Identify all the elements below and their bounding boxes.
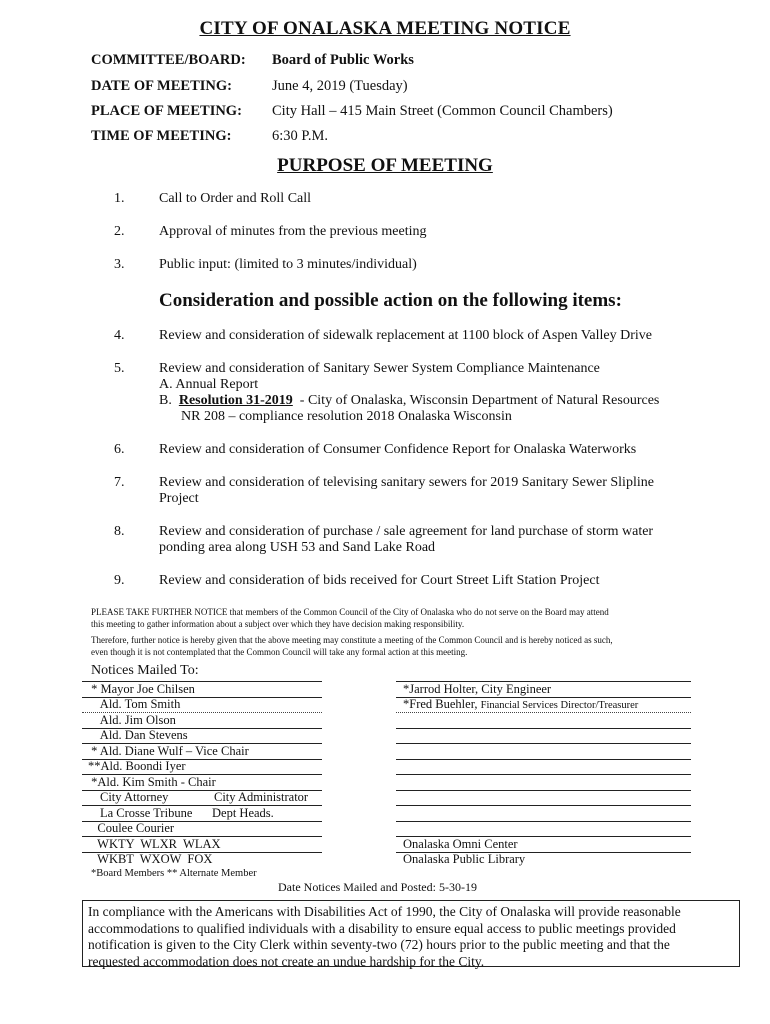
- mail-recipient: **Ald. Boondi Iyer: [88, 759, 186, 773]
- mail-recipient: City Attorney: [100, 790, 169, 804]
- agenda-item: Public input: (limited to 3 minutes/individual): [159, 257, 417, 272]
- agenda-item: Review and consideration of bids received for Court Street Lift Station Project: [159, 573, 600, 588]
- recipient-name: Onalaska Public Library: [403, 852, 526, 866]
- agenda-subitem-b: [159, 393, 659, 409]
- item-number: 1.: [114, 191, 125, 206]
- place-label: PLACE OF MEETING:: [91, 103, 242, 119]
- mail-recipient: Coulee Courier: [88, 821, 175, 835]
- agenda-item: Review and consideration of Consumer Confidence Report for Onalaska Waterworks: [159, 442, 637, 457]
- agenda-item: Review and consideration of sidewalk replacement at 1100 block of Aspen Valley Drive: [159, 328, 652, 343]
- mail-recipient-right: [403, 697, 638, 712]
- time-value: 6:30 P.M.: [272, 128, 329, 144]
- mail-recipient: * Ald. Diane Wulf – Vice Chair: [88, 743, 249, 758]
- agenda-item: Approval of minutes from the previous meeting: [159, 224, 427, 239]
- mail-rule-right: [396, 821, 691, 822]
- mail-recipient-right: [403, 837, 518, 852]
- recipient-name: *Fred Buehler,: [403, 697, 481, 711]
- mail-recipient: City Administrator: [214, 790, 309, 804]
- ada-line: In compliance with the Americans with Disabilities Act of 1990, the City of Onalaska will provide reasonable: [88, 904, 681, 919]
- item-number: 9.: [114, 573, 125, 588]
- time-label: TIME OF MEETING:: [91, 128, 232, 144]
- mail-rule-right: [396, 712, 691, 713]
- resolution-link[interactable]: Resolution 31-2019: [178, 393, 293, 408]
- date-label: DATE OF MEETING:: [91, 78, 232, 94]
- ada-line: requested accommodation does not create an undue hardship for the City.: [88, 953, 485, 969]
- mail-recipient: WKTY WLXR WLAX: [88, 836, 221, 851]
- mail-recipient: WKBT WXOW FOX: [88, 852, 213, 866]
- further-notice-line1: PLEASE TAKE FURTHER NOTICE that members of the Common Council of the City of Onalaska who do not serve on the Board may attend: [91, 607, 609, 617]
- item-number: 3.: [114, 257, 125, 272]
- committee-label: COMMITTEE/BOARD:: [91, 52, 246, 68]
- item-number: 7.: [114, 475, 125, 490]
- place-value: City Hall – 415 Main Street (Common Council Chambers): [272, 103, 613, 119]
- subitem-b-letter: B.: [159, 393, 179, 408]
- recipient-title: Financial Services Director/Treasurer: [480, 700, 639, 711]
- ada-line: accommodations to qualified individuals with a disability to ensure equal access to public meetings provided: [88, 920, 676, 936]
- item-number: 5.: [114, 361, 125, 376]
- agenda-item: Call to Order and Roll Call: [159, 191, 312, 206]
- subitem-b-text: - City of Onalaska, Wisconsin Department of Natural Resources: [292, 393, 660, 408]
- agenda-item-cont: ponding area along USH 53 and Sand Lake Road: [159, 540, 436, 555]
- page-title: CITY OF ONALASKA MEETING NOTICE: [199, 18, 571, 39]
- ada-line: notification is given to the City Clerk within seventy-two (72) hours prior to the public meeting and that the: [88, 937, 670, 952]
- agenda-item: Review and consideration of purchase / sale agreement for land purchase of storm water: [159, 524, 654, 539]
- mail-rule-right: [396, 805, 691, 806]
- agenda-item: Review and consideration of televising sanitary sewers for 2019 Sanitary Sewer Slipline: [159, 475, 654, 490]
- item-number: 6.: [114, 442, 125, 457]
- mail-recipient: Ald. Jim Olson: [88, 712, 176, 727]
- council-notice-line2: even though it is not contemplated that the Common Council will take any formal action at this meeting.: [91, 647, 468, 657]
- recipient-name: Onalaska Omni Center: [403, 836, 518, 851]
- mail-recipient-right: [403, 852, 525, 867]
- council-notice-line1: Therefore, further notice is hereby given that the above meeting may constitute a meeting of the Common Council and is hereby noticed as such,: [91, 635, 613, 645]
- mail-rule-right: [396, 728, 691, 729]
- mail-recipient: Ald. Tom Smith: [88, 697, 181, 711]
- date-mailed: Date Notices Mailed and Posted: 5-30-19: [278, 880, 477, 894]
- mail-recipient: Ald. Dan Stevens: [88, 728, 188, 742]
- date-value: June 4, 2019 (Tuesday): [272, 78, 408, 94]
- mail-recipient: La Crosse Tribune: [100, 805, 193, 820]
- mail-recipient: *Ald. Kim Smith - Chair: [88, 774, 216, 789]
- item-number: 2.: [114, 224, 125, 239]
- mail-recipient: Dept Heads.: [212, 805, 274, 820]
- recipient-name: *Jarrod Holter, City Engineer: [403, 681, 552, 696]
- item-number: 4.: [114, 328, 125, 343]
- consideration-heading: Consideration and possible action on the following items:: [159, 290, 622, 311]
- agenda-subitem-a: A. Annual Report: [159, 377, 259, 392]
- further-notice-line2: this meeting to gather information about a subject over which they have decision making responsibility.: [91, 619, 465, 629]
- mail-rule-right: [396, 759, 691, 760]
- item-number: 8.: [114, 524, 125, 539]
- agenda-item-cont: Project: [159, 491, 199, 506]
- mail-rule-right: [396, 743, 691, 744]
- mail-rule-right: [396, 774, 691, 775]
- mail-recipient: * Mayor Joe Chilsen: [88, 681, 195, 696]
- notices-mailed-heading: Notices Mailed To:: [91, 663, 199, 678]
- agenda-subitem-b-line2: NR 208 – compliance resolution 2018 Onalaska Wisconsin: [181, 409, 512, 424]
- committee-value: Board of Public Works: [272, 52, 414, 68]
- agenda-item: Review and consideration of Sanitary Sewer System Compliance Maintenance: [159, 361, 600, 376]
- board-members-note: *Board Members ** Alternate Member: [91, 868, 257, 879]
- mail-rule-right: [396, 790, 691, 791]
- purpose-heading: PURPOSE OF MEETING: [277, 155, 493, 176]
- ada-compliance-box: [82, 900, 740, 967]
- mail-recipient-right: [403, 682, 551, 697]
